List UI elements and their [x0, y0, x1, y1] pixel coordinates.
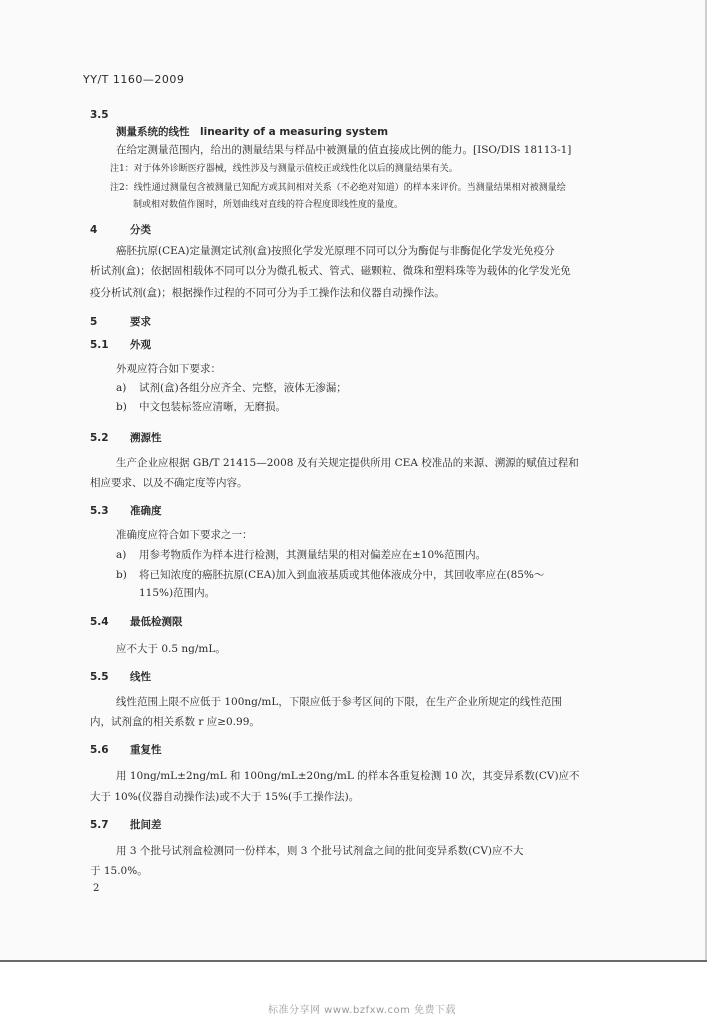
section-title: 要求 — [130, 316, 151, 328]
list-label: b) — [116, 569, 127, 581]
paragraph: 用 3 个批号试剂盒检测同一份样本，则 3 个批号试剂盒之间的批间变异系数(CV)应不大 — [116, 845, 524, 857]
section-title: 溯源性 — [130, 432, 162, 444]
list-label: a) — [116, 382, 127, 394]
section-number: 5.1 — [90, 339, 109, 351]
section-title: 重复性 — [130, 744, 162, 756]
paragraph: 于 15.0%。 — [90, 865, 148, 877]
section-heading-5-3 — [90, 503, 162, 520]
list-text-continued: 115%)范围内。 — [139, 587, 216, 599]
section-number: 5.7 — [90, 819, 109, 831]
paragraph: 用 10ng/mL±2ng/mL 和 100ng/mL±20ng/mL 的样本各重复检测 10 次，其变异系数(CV)应不 — [116, 770, 580, 782]
list-label: a) — [116, 549, 127, 561]
paragraph: 析试剂(盒)；依据固相载体不同可以分为微孔板式、管式、磁颗粒、微珠和塑料珠等为载体的化学发光免 — [90, 265, 571, 277]
section-number: 5.2 — [90, 432, 109, 444]
standard-header: YY/T 1160—2009 — [83, 73, 185, 86]
section-heading-4 — [90, 222, 151, 239]
section-heading-5-1 — [90, 337, 151, 354]
section-title: 外观 — [130, 339, 151, 351]
list-text: 试剂(盒)各组分应齐全、完整，液体无渗漏； — [139, 382, 347, 394]
section-number: 5.3 — [90, 505, 109, 517]
section-number: 5.6 — [90, 744, 109, 756]
paragraph: 大于 10%(仪器自动操作法)或不大于 15%(手工操作法)。 — [90, 791, 360, 803]
paragraph: 外观应符合如下要求： — [116, 363, 221, 375]
list-label: b) — [116, 401, 127, 413]
section-heading-5-5 — [90, 669, 151, 686]
section-title: 线性 — [130, 671, 151, 683]
section-heading-5-4 — [90, 614, 183, 631]
list-text: 用参考物质作为样本进行检测，其测量结果的相对偏差应在±10%范围内。 — [139, 549, 487, 561]
section-number: 5 — [90, 316, 98, 328]
note-2-line-1: 注2：线性通过测量包含被测量已知配方或其间相对关系（不必绝对知道）的样本来评价。当测量结果相对被测量绘 — [110, 183, 566, 193]
section-heading-5-2 — [90, 430, 162, 447]
paragraph: 内，试剂盒的相关系数 r 应≥0.99。 — [90, 716, 260, 728]
section-number: 3.5 — [90, 109, 109, 121]
section-title: 批间差 — [130, 819, 162, 831]
term-definition: 在给定测量范围内，给出的测量结果与样品中被测量的值直接成比例的能力。[ISO/DIS 18113-1] — [116, 144, 572, 156]
section-number: 5.4 — [90, 616, 109, 628]
section-heading-5-6 — [90, 742, 162, 759]
download-footer: 标准分享网 www.bzfxw.com 免费下载 — [268, 1005, 456, 1016]
section-heading-5-7 — [90, 817, 162, 834]
list-item — [116, 399, 286, 416]
note-1: 注1：对于体外诊断医疗器械，线性涉及与测量示值校正或线性化以后的测量结果有关。 — [110, 164, 458, 174]
section-heading-5 — [90, 314, 151, 331]
paragraph: 疫分析试剂(盒)；根据操作过程的不同可分为手工操作法和仪器自动操作法。 — [90, 287, 445, 299]
paragraph: 准确度应符合如下要求之一： — [116, 529, 253, 541]
term-title: 测量系统的线性 linearity of a measuring system — [116, 126, 389, 138]
section-title: 分类 — [130, 224, 151, 236]
paragraph: 癌胚抗原(CEA)定量测定试剂(盒)按照化学发光原理不同可以分为酶促与非酶促化学发光免疫分 — [116, 245, 555, 257]
section-title: 准确度 — [130, 505, 162, 517]
paragraph: 应不大于 0.5 ng/mL。 — [116, 643, 226, 655]
section-number: 5.5 — [90, 671, 109, 683]
section-title: 最低检测限 — [130, 616, 183, 628]
list-text: 中文包装标签应清晰，无磨损。 — [139, 401, 286, 413]
note-2-line-2: 制或相对数值作图时，所划曲线对直线的符合程度即线性度的量度。 — [133, 200, 404, 210]
list-item — [116, 547, 486, 564]
list-item — [116, 380, 347, 397]
list-item — [116, 567, 544, 584]
section-number: 4 — [90, 224, 98, 236]
list-text: 将已知浓度的癌胚抗原(CEA)加入到血液基质或其他体液成分中，其回收率应在(85%～ — [139, 569, 545, 581]
paragraph: 线性范围上限不应低于 100ng/mL，下限应低于参考区间的下限，在生产企业所规定的线性范围 — [116, 696, 562, 708]
paragraph: 相应要求、以及不确定度等内容。 — [90, 477, 248, 489]
page-number: 2 — [93, 883, 100, 894]
paragraph: 生产企业应根据 GB/T 21415—2008 及有关规定提供所用 CEA 校准品的来源、溯源的赋值过程和 — [116, 457, 579, 469]
